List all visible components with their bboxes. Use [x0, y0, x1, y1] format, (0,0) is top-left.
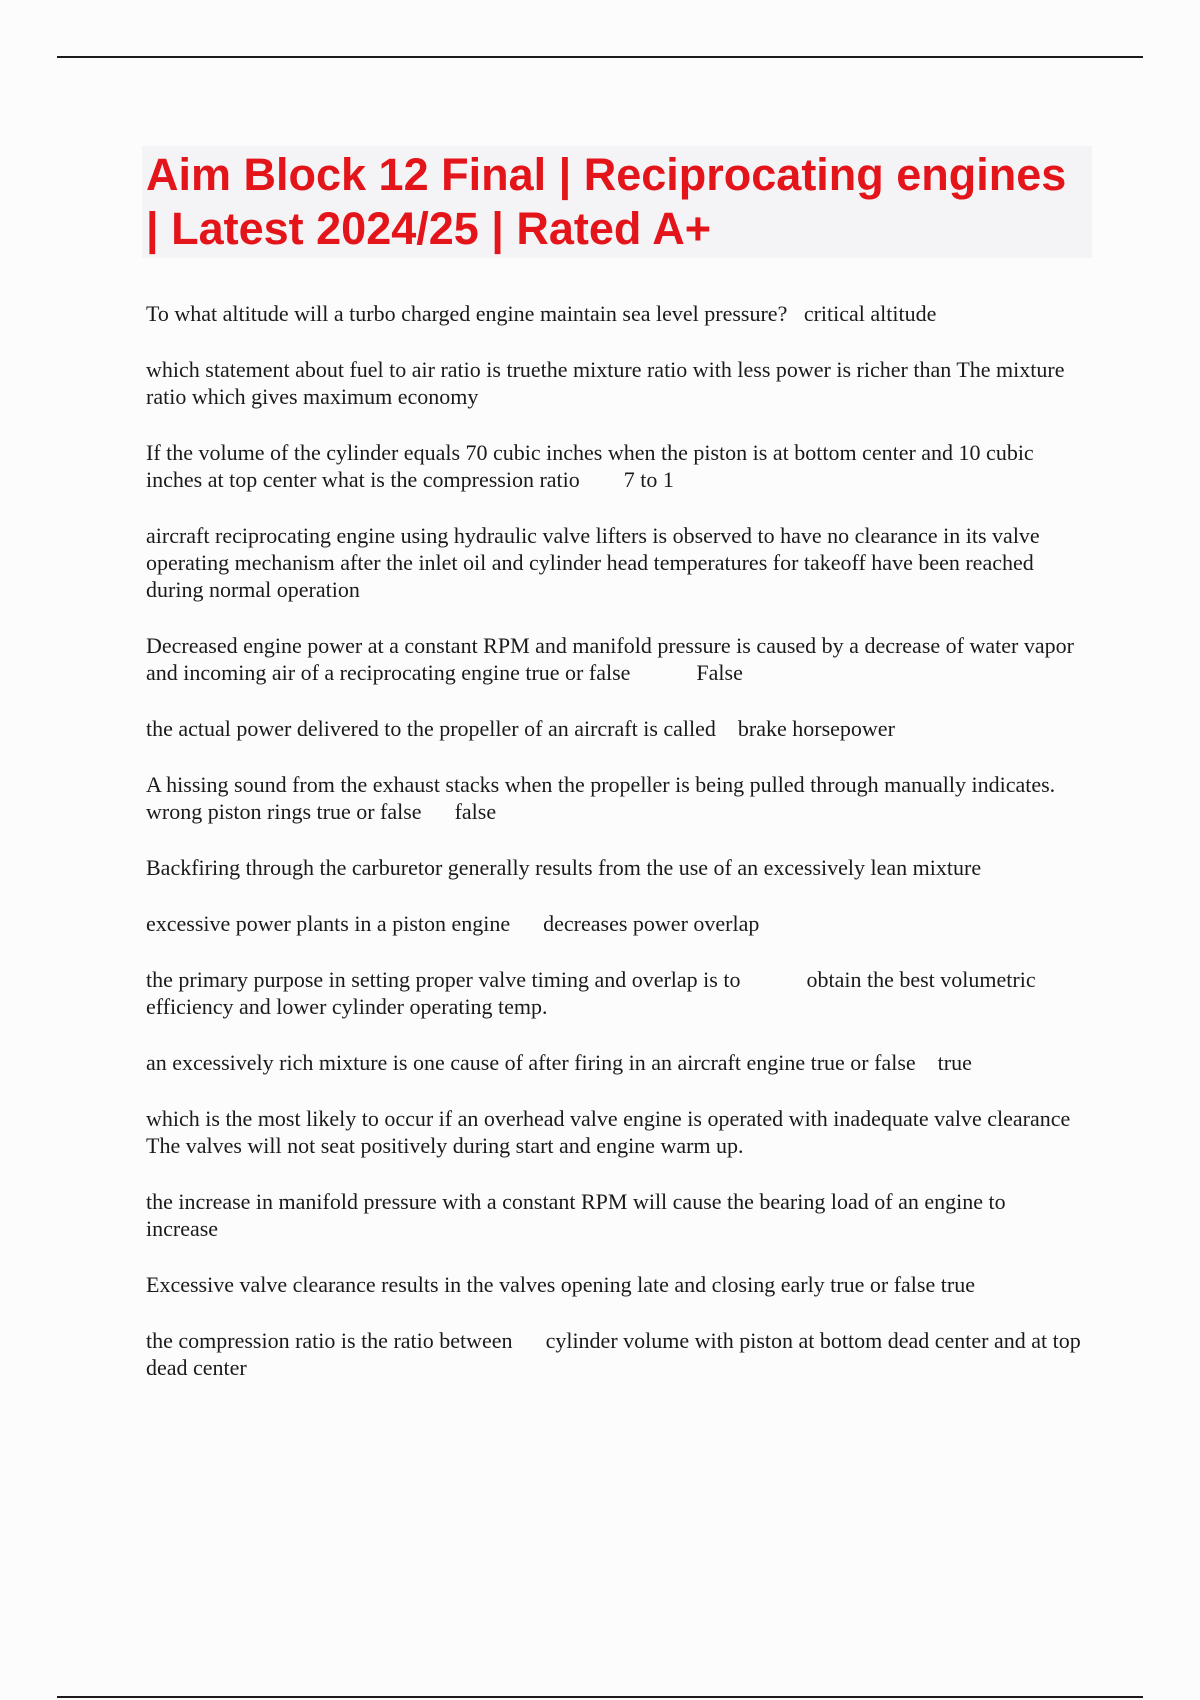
answer-gap: [630, 660, 696, 685]
question-text: To what altitude will a turbo charged engine maintain sea level pressure?: [146, 301, 788, 326]
qa-list: [146, 300, 1087, 1410]
qa-item: [146, 910, 1081, 937]
answer-gap: [787, 301, 804, 326]
answer-text: an excessively lean mixture: [737, 855, 982, 880]
answer-gap: [510, 911, 543, 936]
question-text: the actual power delivered to the propeller of an aircraft is called: [146, 716, 716, 741]
answer-text: critical altitude: [803, 301, 937, 326]
question-text: an excessively rich mixture is one cause of after firing in an aircraft engine true or false: [146, 1050, 916, 1075]
question-text: Excessive valve clearance results in the valves opening late and closing early true or false: [146, 1272, 936, 1297]
qa-item: [146, 1188, 1081, 1242]
answer-text: obtain the best volumetric efficiency and lower cylinder operating temp.: [146, 967, 1042, 1019]
qa-item: [146, 966, 1081, 1020]
qa-item: [146, 522, 1081, 603]
document-title: Aim Block 12 Final | Reciprocating engines | Latest 2024/25 | Rated A+: [146, 149, 1067, 254]
qa-item: [146, 1049, 1081, 1076]
answer-text: The valves will not seat positively during start and engine warm up.: [146, 1133, 744, 1158]
qa-item: [146, 715, 1081, 742]
answer-text: 7 to 1: [623, 467, 674, 492]
question-text: Backfiring through the carburetor generally results from the use of: [146, 855, 732, 880]
question-text: If the volume of the cylinder equals 70 cubic inches when the piston is at bottom center and 10 cubic inches at top center what is the compression ratio: [146, 440, 1040, 492]
answer-text: increase: [146, 1216, 219, 1241]
answer-gap: [1006, 1189, 1056, 1214]
qa-item: [146, 1105, 1081, 1159]
question-text: which statement about fuel to air ratio is true: [146, 357, 541, 382]
question-text: which is the most likely to occur if an overhead valve engine is operated with inadequate valve clearance: [146, 1106, 1071, 1131]
qa-item: [146, 1327, 1087, 1381]
answer-text: true: [940, 1272, 975, 1297]
question-text: aircraft reciprocating engine using hydraulic valve lifters is observed to have no clearance in its valve operating mechanism after the inlet oil and cylinder head temperatures for takeoff have been reached: [146, 523, 1046, 575]
question-text: the increase in manifold pressure with a constant RPM will cause the bearing load of an engine to: [146, 1189, 1006, 1214]
answer-text: the mixture ratio with less power is richer than The mixture ratio which gives maximum economy: [146, 357, 1070, 409]
question-text: the compression ratio is the ratio between: [146, 1328, 513, 1353]
answer-gap: [1070, 1106, 1119, 1131]
top-divider: [57, 56, 1143, 58]
qa-item: [146, 356, 1081, 410]
answer-text: true: [937, 1050, 972, 1075]
answer-gap: [1034, 550, 1051, 575]
bottom-divider: [57, 1696, 1143, 1698]
answer-text: brake horsepower: [737, 716, 895, 741]
answer-text: false: [454, 799, 497, 824]
qa-item: [146, 854, 1081, 881]
answer-text: cylinder volume with piston at bottom dead center and at top dead center: [146, 1328, 1087, 1380]
answer-gap: [422, 799, 455, 824]
answer-gap: [580, 467, 624, 492]
answer-gap: [513, 1328, 546, 1353]
answer-gap: [916, 1050, 938, 1075]
question-text: the primary purpose in setting proper valve timing and overlap is to: [146, 967, 741, 992]
qa-item: [146, 771, 1081, 825]
question-text: Decreased engine power at a constant RPM and manifold pressure is caused by a decrease of water vapor and incoming air of a reciprocating engine true or false: [146, 633, 1080, 685]
question-text: A hissing sound from the exhaust stacks when the propeller is being pulled through manually indicates. wrong piston rings true or false: [146, 772, 1061, 824]
qa-item: [146, 439, 1081, 493]
question-text: excessive power plants in a piston engine: [146, 911, 511, 936]
answer-text: during normal operation: [146, 577, 360, 602]
answer-text: decreases power overlap: [543, 911, 760, 936]
qa-item: [146, 1271, 1081, 1298]
qa-item: [146, 300, 1081, 327]
answer-gap: [740, 967, 806, 992]
answer-text: False: [696, 660, 743, 685]
qa-item: [146, 632, 1081, 686]
answer-gap: [716, 716, 738, 741]
